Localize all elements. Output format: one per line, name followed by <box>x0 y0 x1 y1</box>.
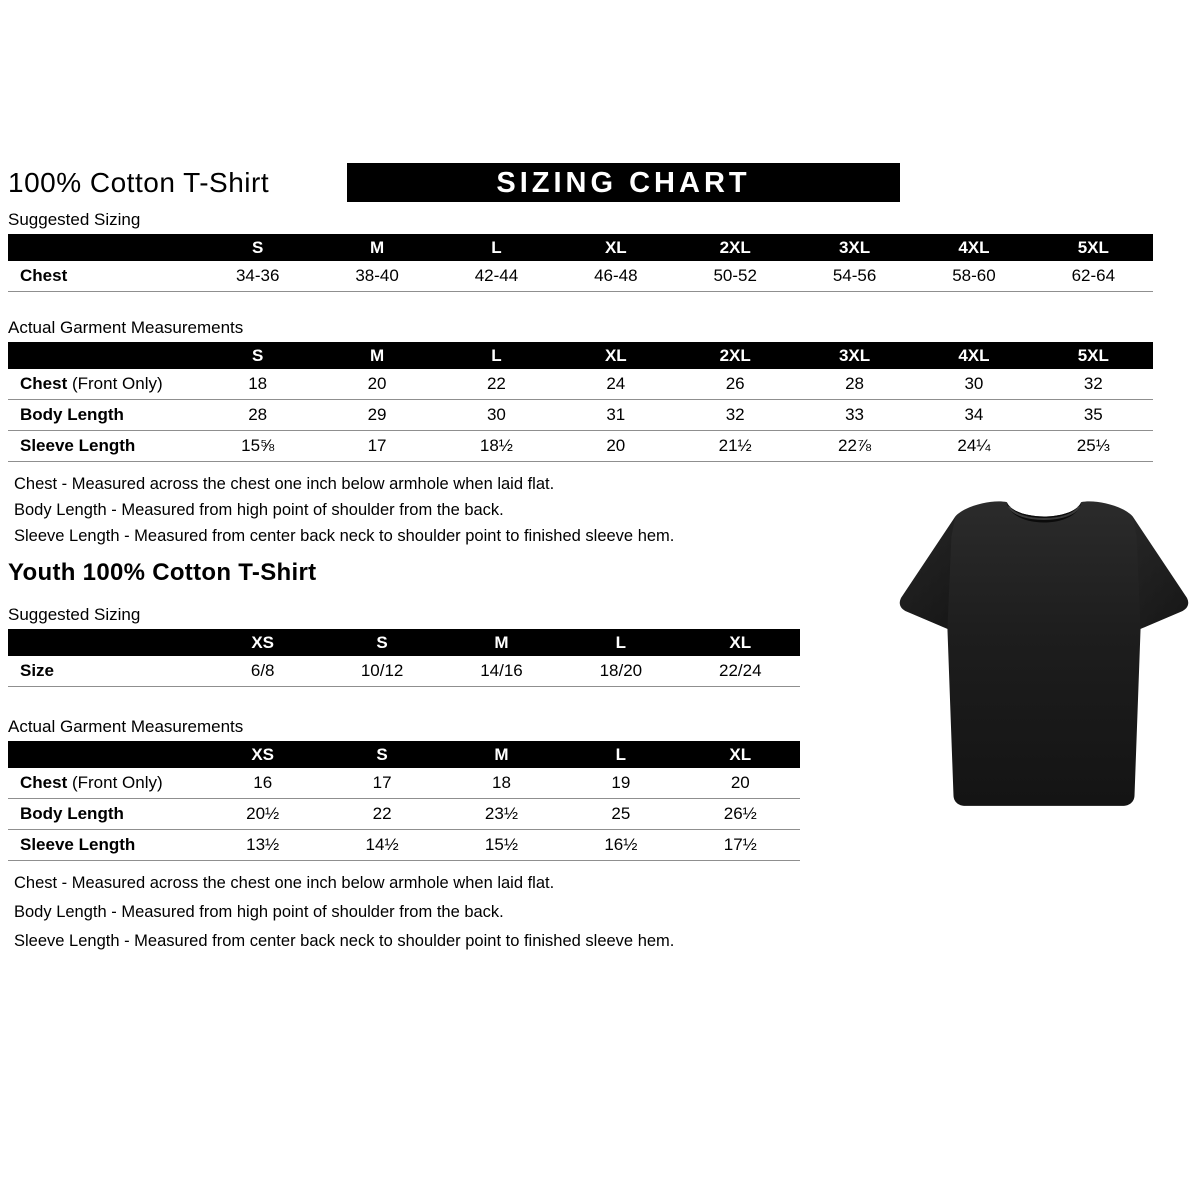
cell: 62-64 <box>1034 261 1153 292</box>
size-header: XL <box>681 629 800 656</box>
cell: 18/20 <box>561 656 680 687</box>
cell: 34 <box>914 400 1033 431</box>
cell: 31 <box>556 400 675 431</box>
size-header: S <box>198 234 317 261</box>
row-label: Chest (Front Only) <box>8 369 198 400</box>
table-row <box>8 261 1153 292</box>
cell: 19 <box>561 768 680 799</box>
cell: 20½ <box>203 799 322 830</box>
cell: 30 <box>437 400 556 431</box>
size-header: 3XL <box>795 234 914 261</box>
cell: 17 <box>317 431 436 462</box>
cell: 18 <box>442 768 561 799</box>
cell: 18½ <box>437 431 556 462</box>
size-header: XL <box>556 234 675 261</box>
cell: 20 <box>681 768 800 799</box>
adult-suggested-label: Suggested Sizing <box>8 210 141 229</box>
table-row <box>8 799 800 830</box>
cell: 26 <box>676 369 795 400</box>
table-header-row <box>8 629 800 656</box>
size-header: 2XL <box>676 234 795 261</box>
cell: 25 <box>561 799 680 830</box>
size-header: L <box>437 342 556 369</box>
cell: 15½ <box>442 830 561 861</box>
size-header: L <box>437 234 556 261</box>
size-header: 3XL <box>795 342 914 369</box>
cell: 16 <box>203 768 322 799</box>
cell: 25⅓ <box>1034 431 1153 462</box>
cell: 29 <box>317 400 436 431</box>
row-label: Body Length <box>8 799 203 830</box>
table-header-row <box>8 342 1153 369</box>
cell: 22/24 <box>681 656 800 687</box>
cell: 13½ <box>203 830 322 861</box>
empty-header-cell <box>8 741 203 768</box>
sizing-chart-banner: SIZING CHART <box>347 163 900 202</box>
size-header: XL <box>556 342 675 369</box>
table-row <box>8 830 800 861</box>
cell: 6/8 <box>203 656 322 687</box>
cell: 24¼ <box>914 431 1033 462</box>
header-row <box>8 163 1156 202</box>
cell: 17½ <box>681 830 800 861</box>
note-sleeve-length: Sleeve Length - Measured from center back neck to shoulder point to finished sleeve hem. <box>14 932 675 950</box>
cell: 10/12 <box>322 656 441 687</box>
size-header: S <box>198 342 317 369</box>
cell: 16½ <box>561 830 680 861</box>
youth-suggested-table <box>8 629 800 687</box>
cell: 20 <box>317 369 436 400</box>
page-title: 100% Cotton T-Shirt <box>8 166 270 198</box>
cell: 26½ <box>681 799 800 830</box>
cell: 14/16 <box>442 656 561 687</box>
row-label: Chest <box>8 261 198 292</box>
cell: 34-36 <box>198 261 317 292</box>
size-header: XL <box>681 741 800 768</box>
table-row <box>8 656 800 687</box>
cell: 18 <box>198 369 317 400</box>
size-header: L <box>561 741 680 768</box>
size-header: M <box>442 741 561 768</box>
note-body-length: Body Length - Measured from high point of shoulder from the back. <box>14 501 504 519</box>
row-label: Size <box>8 656 203 687</box>
size-header: M <box>317 234 436 261</box>
cell: 14½ <box>322 830 441 861</box>
size-header: XS <box>203 741 322 768</box>
note-body-length: Body Length - Measured from high point of shoulder from the back. <box>14 903 504 921</box>
cell: 22 <box>322 799 441 830</box>
cell: 30 <box>914 369 1033 400</box>
row-label: Sleeve Length <box>8 830 203 861</box>
youth-notes <box>8 875 1156 950</box>
table-row <box>8 768 800 799</box>
tshirt-right-sleeve <box>1133 516 1189 629</box>
cell: 22⅞ <box>795 431 914 462</box>
cell: 20 <box>556 431 675 462</box>
size-header: M <box>317 342 436 369</box>
note-sleeve-length: Sleeve Length - Measured from center back neck to shoulder point to finished sleeve hem. <box>14 527 675 545</box>
youth-actual-label: Actual Garment Measurements <box>8 717 244 736</box>
table-row <box>8 431 1153 462</box>
cell: 15⅝ <box>198 431 317 462</box>
row-label: Body Length <box>8 400 198 431</box>
size-header: M <box>442 629 561 656</box>
black-tshirt-graphic <box>893 476 1195 818</box>
table-row <box>8 400 1153 431</box>
youth-actual-table <box>8 741 800 861</box>
cell: 35 <box>1034 400 1153 431</box>
cell: 21½ <box>676 431 795 462</box>
size-header: 2XL <box>676 342 795 369</box>
size-header: 5XL <box>1034 234 1153 261</box>
cell: 22 <box>437 369 556 400</box>
note-chest: Chest - Measured across the chest one inch below armhole when laid flat. <box>14 874 555 892</box>
cell: 33 <box>795 400 914 431</box>
cell: 32 <box>676 400 795 431</box>
cell: 46-48 <box>556 261 675 292</box>
cell: 58-60 <box>914 261 1033 292</box>
cell: 42-44 <box>437 261 556 292</box>
cell: 17 <box>322 768 441 799</box>
empty-header-cell <box>8 234 198 261</box>
empty-header-cell <box>8 629 203 656</box>
youth-title: Youth 100% Cotton T-Shirt <box>8 559 317 586</box>
adult-actual-label: Actual Garment Measurements <box>8 318 244 337</box>
table-row <box>8 369 1153 400</box>
cell: 24 <box>556 369 675 400</box>
size-header: XS <box>203 629 322 656</box>
cell: 28 <box>198 400 317 431</box>
table-header-row <box>8 234 1153 261</box>
size-header: 4XL <box>914 342 1033 369</box>
tshirt-image <box>893 476 1195 818</box>
size-header: 5XL <box>1034 342 1153 369</box>
cell: 50-52 <box>676 261 795 292</box>
size-header: 4XL <box>914 234 1033 261</box>
empty-header-cell <box>8 342 198 369</box>
cell: 28 <box>795 369 914 400</box>
cell: 32 <box>1034 369 1153 400</box>
size-header: S <box>322 629 441 656</box>
table-header-row <box>8 741 800 768</box>
size-header: L <box>561 629 680 656</box>
cell: 54-56 <box>795 261 914 292</box>
tshirt-left-sleeve <box>900 516 956 629</box>
adult-suggested-table <box>8 234 1153 292</box>
adult-actual-table <box>8 342 1153 462</box>
row-label: Chest (Front Only) <box>8 768 203 799</box>
cell: 23½ <box>442 799 561 830</box>
youth-suggested-label: Suggested Sizing <box>8 605 141 624</box>
cell: 38-40 <box>317 261 436 292</box>
note-chest: Chest - Measured across the chest one inch below armhole when laid flat. <box>14 475 555 493</box>
size-header: S <box>322 741 441 768</box>
row-label: Sleeve Length <box>8 431 198 462</box>
